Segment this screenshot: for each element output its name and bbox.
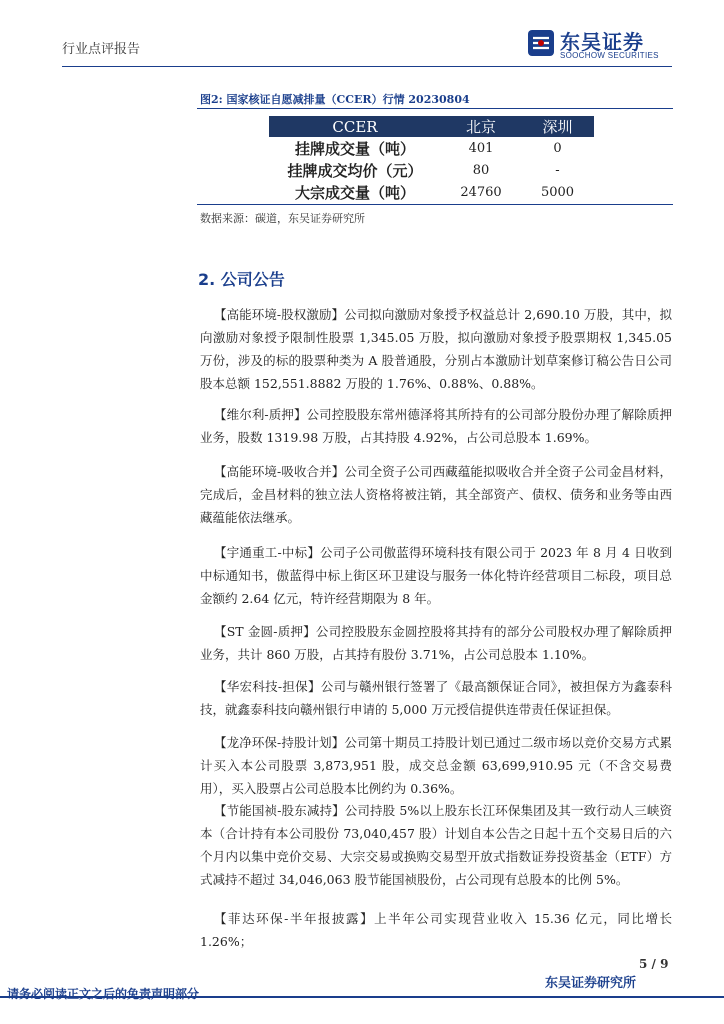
table-cell: 24760 [460,184,502,200]
announcement-paragraph: 【龙净环保-持股计划】公司第十期员工持股计划已通过二级市场以竞价交易方式累计买入本公司股票 3,873,951 股，成交总金额 63,699,910.95 元（不含交易费用），买入股票占公司总股本比例约为 0.36%。 [200,735,672,796]
announcement-paragraph: 【宇通重工-中标】公司子公司傲蓝得环境科技有限公司于 2023 年 8 月 4 日收到中标通知书，傲蓝得中标上街区环卫建设与服务一体化特许经营项目二标段，项目总金额约 2.64 亿元，特许经营期限为 8 年。 [200,545,672,606]
announcement-paragraph: 【高能环境-股权激励】公司拟向激励对象授予权益总计 2,690.10 万股，其中，拟向激励对象授予限制性股票 1,345.05 万股，拟向激励对象授予股票期权 1,345.05 万份，涉及的标的股票种类为 A 股普通股，分别占本激励计划草案修订稿公告日公司股本总额 152,551.8882 万股的 1.76%、0.88%、0.88%。 [200,307,672,391]
table-cell: 80 [472,162,490,178]
ccer-table [269,116,594,203]
company-logo [527,27,677,61]
logo-mark-icon [527,29,555,57]
announcement-paragraph: 【维尔利-质押】公司控股股东常州德泽将其所持有的公司部分股份办理了解除质押业务，股数 1319.98 万股，占其持股 4.92%，占公司总股本 1.69%。 [200,407,672,445]
table-header-cell: 北京 [441,116,521,137]
figure-source: 数据来源：碳道，东吴证券研究所 [200,212,365,225]
figure-title: 图2: 国家核证自愿减排量（CCER）行情 20230804 [200,93,470,106]
figure-top-rule [197,108,673,109]
announcement-paragraph: 【节能国祯-股东减持】公司持股 5%以上股东长江环保集团及其一致行动人三峡资本（合计持有本公司股份 73,040,457 股）计划自本公告之日起十五个交易日后的六个月内以集中竞价交易、大宗交易或换购交易型开放式指数证券投资基金（ETF）方式减持不超过 34,046,063 股节能国祯股份，占公司现有总股本的比例 5%。 [200,803,672,887]
report-category: 行业点评报告 [62,42,141,57]
figure-bottom-rule [197,204,673,205]
table-row [269,159,594,181]
section-title: 2. 公司公告 [198,270,285,289]
footer-org: 东吴证券研究所 [545,976,637,991]
table-row [269,137,594,159]
table-header-row [269,116,594,137]
table-cell: 401 [468,140,494,156]
table-row-label: 挂牌成交量（吨） [294,139,415,158]
table-cell: 0 [553,140,562,156]
announcement-paragraph: 【菲达环保-半年报披露】上半年公司实现营业收入 15.36 亿元，同比增长 1.26%； [200,911,672,949]
logo-text-en: SOOCHOW SECURITIES [560,51,659,60]
table-header-cell: 深圳 [521,116,594,137]
table-header-cell: CCER [269,116,441,137]
table-row-label: 挂牌成交均价（元） [287,161,423,180]
logo-text-cn: 东吴证券 [560,30,644,54]
announcement-paragraph: 【ST 金圆-质押】公司控股股东金圆控股将其持有的部分公司股权办理了解除质押业务，共计 860 万股，占其持有股份 3.71%，占公司总股本 1.10%。 [200,624,672,662]
table-cell: - [555,162,560,178]
announcement-paragraph: 【高能环境-吸收合并】公司全资子公司西藏蕴能拟吸收合并全资子公司金昌材料，完成后，金昌材料的独立法人资格将被注销，其全部资产、债权、债务和业务等由西藏蕴能依法继承。 [200,464,672,525]
page-number: 5 / 9 [639,957,669,971]
header-divider [62,66,672,67]
table-cell: 5000 [540,184,575,200]
table-row-label: 大宗成交量（吨） [294,183,415,202]
announcement-paragraph: 【华宏科技-担保】公司与赣州银行签署了《最高额保证合同》，被担保方为鑫泰科技，就鑫泰科技向赣州银行申请的 5,000 万元授信提供连带责任保证担保。 [200,679,672,717]
table-row [269,181,594,203]
disclaimer-text: 请务必阅读正文之后的免责声明部分 [7,987,200,1001]
